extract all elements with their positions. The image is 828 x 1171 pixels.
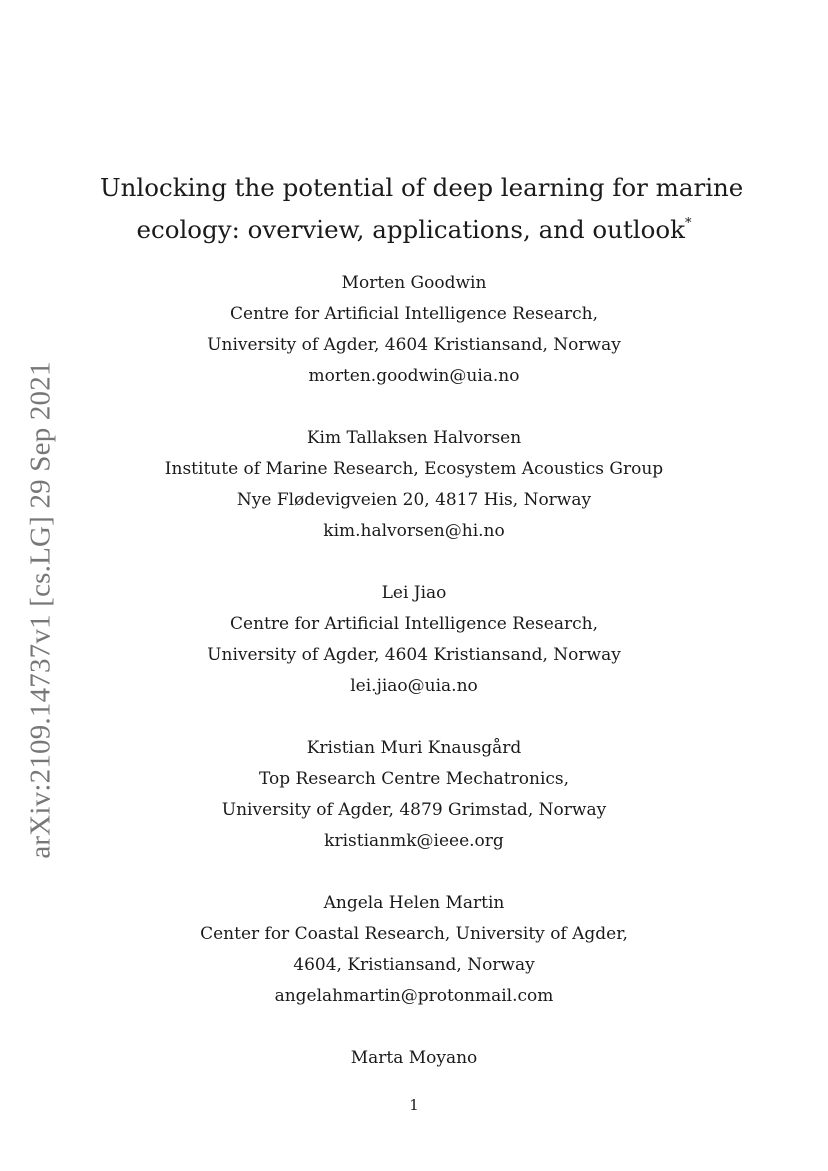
- author-name: Marta Moyano: [350, 1048, 478, 1068]
- author-block-halvorsen: [100, 423, 728, 547]
- author-email[interactable]: kim.halvorsen@hi.no: [323, 521, 505, 541]
- author-affiliation: University of Agder, 4879 Grimstad, Norway: [221, 800, 607, 820]
- author-affiliation: University of Agder, 4604 Kristiansand, Norway: [207, 335, 621, 355]
- author-affiliation: University of Agder, 4604 Kristiansand, Norway: [207, 645, 621, 665]
- title-line-2-text: ecology: overview, applications, and outlook: [136, 215, 685, 244]
- arxiv-identifier-stamp: arXiv:2109.14737v1 [cs.LG] 29 Sep 2021: [24, 361, 57, 859]
- title-line-1: Unlocking the potential of deep learning for marine: [100, 173, 744, 202]
- author-affiliation: Nye Flødevigveien 20, 4817 His, Norway: [236, 490, 592, 510]
- author-email[interactable]: kristianmk@ieee.org: [324, 831, 504, 851]
- title-footnote-mark[interactable]: *: [685, 216, 692, 231]
- author-name: Morten Goodwin: [341, 273, 487, 293]
- author-name: Lei Jiao: [381, 583, 447, 603]
- author-affiliation: Centre for Artificial Intelligence Research,: [230, 614, 598, 634]
- author-affiliation: Centre for Artificial Intelligence Research,: [230, 304, 598, 324]
- author-email[interactable]: angelahmartin@protonmail.com: [274, 986, 554, 1006]
- author-block-moyano: [100, 1043, 728, 1074]
- author-name: Kim Tallaksen Halvorsen: [306, 428, 522, 448]
- author-affiliation: 4604, Kristiansand, Norway: [293, 955, 535, 975]
- author-name: Angela Helen Martin: [323, 893, 505, 913]
- author-affiliation: Institute of Marine Research, Ecosystem Acoustics Group: [164, 459, 664, 479]
- author-block-jiao: [100, 578, 728, 702]
- title-line-2: [100, 209, 728, 251]
- author-email[interactable]: morten.goodwin@uia.no: [308, 366, 520, 386]
- author-affiliation: Center for Coastal Research, University of Agder,: [200, 924, 628, 944]
- author-affiliation: Top Research Centre Mechatronics,: [258, 769, 570, 789]
- page-number: 1: [409, 1096, 419, 1114]
- author-block-martin: [100, 888, 728, 1012]
- author-block-knausgard: [100, 733, 728, 857]
- author-block-goodwin: [100, 268, 728, 392]
- paper-title: [100, 167, 744, 251]
- author-name: Kristian Muri Knausgård: [306, 738, 522, 758]
- author-email[interactable]: lei.jiao@uia.no: [350, 676, 478, 696]
